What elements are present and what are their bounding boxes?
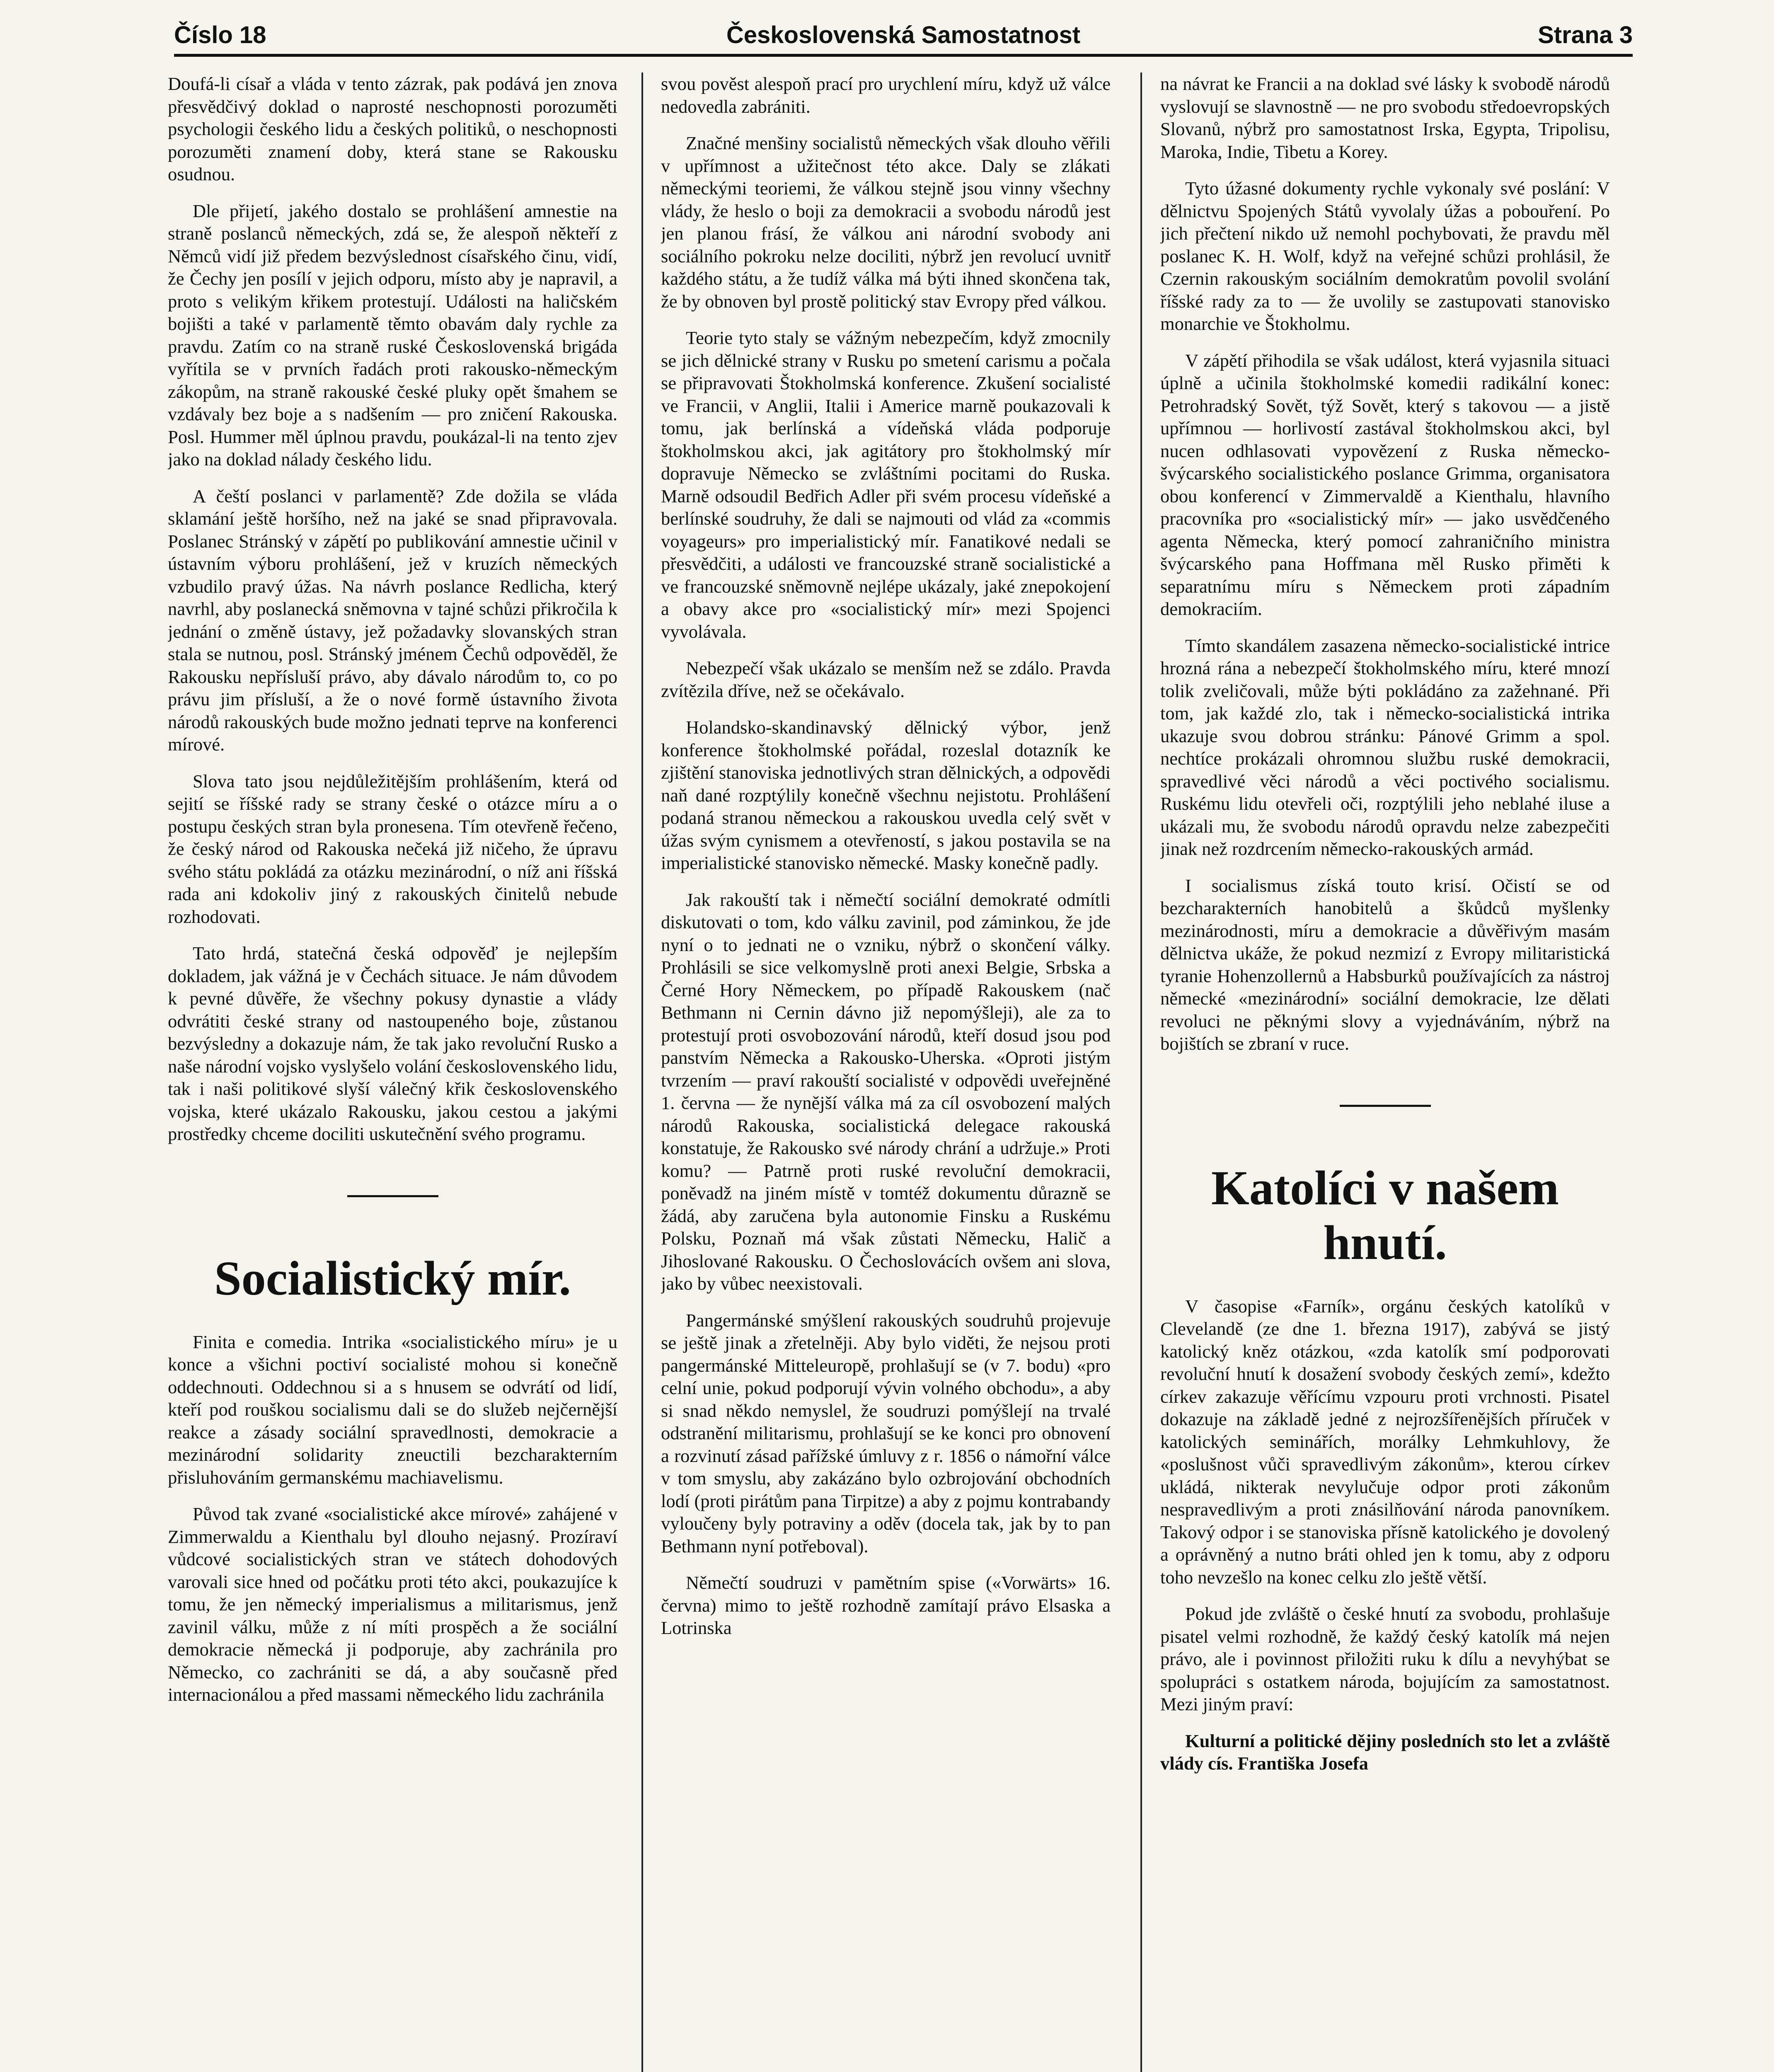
- paragraph: Jak rakouští tak i němečtí sociální demokraté odmítli diskutovati o tom, kdo válku zavinil, pod záminkou, že jde nyní o to jednati ne o vzniku, nýbrž o skončení války. Prohlásili se sice velkomyslně proti anexi Belgie, Srbska a Černé Hory Německem, po případě Rakouskem (nač Bethmann ni Cernin dávno již nepomýšleji), ale za to protestují proti osvobozování národů, kteří dosud jsou pod panstvím Německa a Rakousko-Uherska. «Oproti jistým tvrzením — praví rakouští socialisté v odpovědi uveřejněné 1. června — že nynější válka má za cíl osvobození malých národů Rakouska, socialistická delegace rakouská konstatuje, že Rakousko své národy chrání a udržuje.» Proti komu? — Patrně proti ruské revoluční demokracii, poněvadž na jiném místě v tomtéž dokumentu důrazně se žádá, aby zaručena byla autonomie Finsku a Ruskému Polsku, Poznaň má však zůstati Německu, Halič a Jihoslované Rakousku. O Čechoslovácích ovšem ani slova, jako by vůbec neexistovali.: [661, 889, 1111, 1294]
- paragraph: Tyto úžasné dokumenty rychle vykonaly své poslání: V dělnictvu Spojených Států vyvolaly úžas a pobouření. Po jich přečtení nikdo už nemohl pochybovati, že pravdu měl poslanec K. H. Wolf, když na veřejné schůzi prohlásil, že Czernin rakouským sociálním demokratům povolil svolání říšské rady za to — že uvolily se zastupovati stanovisko monarchie ve Štokholmu.: [1160, 178, 1610, 334]
- column-divider-1: [641, 73, 643, 2072]
- paragraph: Finita e comedia. Intrika «socialistického míru» je u konce a všichni poctiví socialisté mohou si konečně oddechnouti. Oddechnou si a s hnusem se odvrátí od lidí, kteří pod rouškou socialismu dali se do služeb nejčernější reakce a zásady sociální spravedlnosti, demokracie a mezinárodní solidarity zneuctili bezcharakterním přisluhováním germanskému machiavelismu.: [168, 1331, 617, 1488]
- paragraph: na návrat ke Francii a na doklad své lásky k svobodě národů vyslovují se slavnostně — ne pro svobodu středoevropských Slovanů, nýbrž pro samostatnost Irska, Egypta, Tripolisu, Maroka, Indie, Tibetu a Korey.: [1160, 73, 1610, 162]
- paragraph: Pokud jde zvláště o české hnutí za svobodu, prohlašuje pisatel velmi rozhodně, že každý český katolík má nejen právo, ale i povinnost přiložiti ruku k dílu a nevyhýbat se spolupráci s ostatkem národa, bojujícím za samostatnost. Mezi jiným praví:: [1160, 1603, 1610, 1714]
- paragraph: Původ tak zvané «socialistické akce mírové» zahájené v Zimmerwaldu a Kienthalu byl dlouho nejasný. Prozíraví vůdcové socialistických stran ve státech dohodových varovali sice hned od počátku proti této akci, poukazujíce k tomu, že jen německý imperialismus a militarismus, jenž zavinil válku, může z ní míti prospěch a že sociální demokracie německá ji podporuje, aby zachránila pro Německo, co zachrániti se dá, a aby současně před internacionálou a před massami německého lidu zachránila: [168, 1503, 617, 1705]
- column-2: [661, 73, 1111, 2072]
- paragraph: Dle přijetí, jakého dostalo se prohlášení amnestie na straně poslanců německých, zdá se, že alespoň někteří z Němců vidí již předem bezvýslednost císařského činu, vidí, že Čechy jen posílí v jejich odporu, místo aby je napravil, a proto s velikým křikem protestují. Události na haličském bojišti a také v parlamentě těmto obavám daly rychle za pravdu. Zatím co na straně ruské Československá brigáda vyřítila se v prvních řadách proti rakousko-německým zákopům, na straně rakouské české pluky opět šmahem se vzdávaly bez boje a s nadšením — pro zničení Rakouska. Posl. Hummer měl úplnou pravdu, poukázal-li na tento zjev jako na doklad nálady českého lidu.: [168, 200, 617, 470]
- column-1: [168, 73, 617, 2072]
- paragraph: V časopise «Farník», orgánu českých katolíků v Clevelandě (ze dne 1. března 1917), zabývá se jistý katolický kněz otázkou, «zda katolík smí podporovati revoluční hnutí k dosažení svobody českých zemí», kdežto církev zakazuje věřícímu vzpouru proti vrchnosti. Pisatel dokazuje na základě jedné z nejrozšířenějších příruček v katolických seminářích, morálky Lehmkuhlovy, že «poslušnost vůči spravedlivým zákonům», kterou církev ukládá, nikterak nevylučuje odpor proti zákonům nespravedlivým a proti znásilňování národa panovníkem. Takový odpor i se stanoviska přísně katolického je dovolený a oprávněný a nutno bráti ohled jen k tomu, aby z odporu toho nevzešlo na konec celku zlo ještě větší.: [1160, 1295, 1610, 1588]
- paragraph: Němečtí soudruzi v pamětním spise («Vorwärts» 16. června) mimo to ještě rozhodně zamítají právo Elsaska a Lotrinska: [661, 1572, 1111, 1638]
- column-divider-2: [1140, 73, 1142, 2072]
- page-number: Strana 3: [1538, 22, 1633, 48]
- issue-number: Číslo 18: [174, 22, 266, 48]
- paragraph: Tímto skandálem zasazena německo-socialistické intrice hrozná rána a nebezpečí štokholmského míru, které mnozí tolik zveličovali, může býti pokládáno za zažehnané. Při tom, jak každé zlo, tak i německo-socialistická intrika ukazuje svou dobrou stránku: Pánové Grimm a spol. nechtíce prokázali ohromnou službu ruské demokracii, spravedlivé věci národů a věci poctivého socialismu. Ruskému lidu otevřeli oči, rozptýlili jeho neblahé iluse a ukázali mu, že svobodu národů opravdu nelze zabezpečiti jinak než rozdrcením německo-rakouských armád.: [1160, 635, 1610, 859]
- paragraph: Pangermánské smýšlení rakouských soudruhů projevuje se ještě jinak a zřetelněji. Aby bylo viděti, že nejsou proti pangermánské Mitteleuropě, prohlašují se (v 7. bodu) «pro celní unie, pokud podporují vývin volného obchodu», a aby si snad někdo nemyslel, že soudruzi pomýšlejí na trvalé odstranění militarismu, prohlašují se ke konci pro obnovení a rozvinutí zásad pařížské úmluvy z r. 1856 o námořní válce v tom smyslu, aby zakázáno bylo ozbrojování obchodních lodí (proti pirátům pana Tirpitze) a aby z pojmu kontrabandy vyloučeny byly potraviny a oděv (docela tak, jak by to pan Bethmann nyní potřeboval).: [661, 1310, 1111, 1556]
- newspaper-name: Československá Samostatnost: [726, 22, 1081, 48]
- article-title-socialisticky-mir: Socialistický mír.: [214, 1251, 571, 1305]
- article-title-katolici: [1160, 1161, 1610, 1270]
- paragraph: svou pověst alespoň prací pro urychlení míru, když už válce nedovedla zabrániti.: [661, 73, 1111, 117]
- section-divider: [347, 1195, 438, 1197]
- paragraph: Doufá-li císař a vláda v tento zázrak, pak podává jen znova přesvědčivý doklad o naprosté neschopnosti porozuměti psychologii českého lidu a českých politiků, o neschopnosti porozuměti znamení doby, která stane se Rakousku osudnou.: [168, 73, 617, 184]
- paragraph: Holandsko-skandinavský dělnický výbor, jenž konference štokholmské pořádal, rozeslal dotazník ke zjištění stanoviska jednotlivých stran dělnických, a odpovědi naň dané rozptýlily konečně všechnu nejistotu. Prohlášení podaná stranou německou a rakouskou uvedla celý svět v úžas svým cynismem a otevřeností, s jakou postavila se na imperialistické stanovisko německé. Masky konečně padly.: [661, 717, 1111, 873]
- column-3: [1160, 73, 1610, 2072]
- paragraph: A čeští poslanci v parlamentě? Zde dožila se vláda sklamání ještě horšího, než na jaké se snad připravovala. Poslanec Stránský v zápětí po publikování amnestie učinil v ústavním výboru prohlášení, jež v kruzích německých vzbudilo pravý úžas. Na návrh poslance Redlicha, který navrhl, aby poslanecká sněmovna v tajné schůzi přikročila k jednání o změně ústavy, jež požadavky slovanských stran stala se nutnou, posl. Stránský jménem Čechů odpověděl, že Rakousku nepřísluší právo, aby dávalo národům to, co po právu jim přísluší, a že o nové formě ústavního života národů rakouských bude možno jednati teprve na konferenci mírové.: [168, 485, 617, 755]
- paragraph: Kulturní a politické dějiny posledních sto let a zvláště vlády cís. Františka Josefa: [1160, 1730, 1610, 1774]
- paragraph: I socialismus získá touto krisí. Očistí se od bezcharakterních hanobitelů a škůdců myšlenky mezinárodnosti, míru a demokracie a důvěřivým masám dělnictva ukáže, že pokud nezmizí z Evropy militaristická tyranie Hohenzollernů a Habsburků používajících za nástroj německé «mezinárodní» sociální demokracie, lze dělati revoluci ne pěknými slovy a vyjednáváním, nýbrž na bojištích se zbraní v ruce.: [1160, 875, 1610, 1054]
- paragraph: Teorie tyto staly se vážným nebezpečím, když zmocnily se jich dělnické strany v Rusku po smetení carismu a počala se připravovati Štokholmská konference. Zkušení socialisté ve Francii, v Anglii, Italii i Americe marně poukazovali k tomu, jak berlínská a vídeňská vláda podporuje štokholmskou akci, jak agitátory pro štokholmský mír dopravuje Německo se zvláštními pocitami do Ruska. Marně odsoudil Bedřich Adler při svém procesu vídeňské a berlínské soudruhy, že dali se najmouti od vlád za «commis voyageurs» pro imperialistický mír. Fanatikové nedali se přesvědčiti, a události ve francouzské straně socialistické a ve francouzské sněmovně nejlépe ukázaly, jaké znepokojení a obavy akce pro «socialistický mír» mezi Spojenci vyvolávala.: [661, 327, 1111, 642]
- page-header: [174, 17, 1633, 57]
- paragraph: Slova tato jsou nejdůležitějším prohlášením, která od sejití se říšské rady se strany české o otázce míru a o postupu českých stran byla pronesena. Tím otevřeně řečeno, že český národ od Rakouska nečeká již ničeho, že úpravu svého státu pokládá za otázku mezinárodní, o níž ani říšská rada ani kdokoliv jiný z rakouských činitelů nebude rozhodovati.: [168, 770, 617, 927]
- title-line: hnutí.: [1323, 1215, 1447, 1270]
- paragraph: Tato hrdá, statečná česká odpověď je nejlepším dokladem, jak vážná je v Čechách situace. Je nám důvodem k pevné důvěře, že všechny pokusy dynastie a vlády odvrátiti české strany od nastoupeného boje, zůstanou bezvýsledny a dokazuje nám, že tak jako revoluční Rusko a naše národní vojsko vyslyšelo volání československého lidu, tak i naši politikové slyší válečný křik československého vojska, které ukázalo Rakousku, jakou cestou a jakými prostředky chceme dociliti uskutečnění svého programu.: [168, 943, 617, 1144]
- section-divider: [1340, 1105, 1431, 1107]
- paragraph: V zápětí přihodila se však událost, která vyjasnila situaci úplně a učinila štokholmské komedii radikální konec: Petrohradský Sovět, týž Sovět, který s takovou — a jistě upřímnou — horlivostí zastával štokholmskou akci, byl nucen odhlasovati vypovězení z Ruska německo-švýcarského socialistického poslance Grimma, organisatora obou konferencí v Zimmervaldě a Kienthalu, hlavního pracovníka pro «socialistický mír» — jako usvědčeného agenta Německa, který pomocí zahraničního ministra švýcarského pana Hoffmana měl Rusko přiměti k separatnímu míru s Německem proti západním demokraciím.: [1160, 350, 1610, 619]
- title-line: Katolíci v našem: [1211, 1160, 1559, 1215]
- paragraph: Nebezpečí však ukázalo se menším než se zdálo. Pravda zvítězila dříve, než se očekávalo.: [661, 658, 1111, 701]
- paragraph: Značné menšiny socialistů německých však dlouho věřili v upřímnost a užitečnost této akce. Daly se zlákati německými teoriemi, že válkou stejně jsou vinny všechny vlády, že heslo o boji za demokracii a svobodu národů jest jen planou frásí, že válkou ani národní svobody ani sociálního pokroku nelze dociliti, nýbrž jen revolucí uvnitř každého státu, a že tudíž válka má býti ihned skončena tak, že by obnoven byl prostě politický stav Evropy před válkou.: [661, 133, 1111, 312]
